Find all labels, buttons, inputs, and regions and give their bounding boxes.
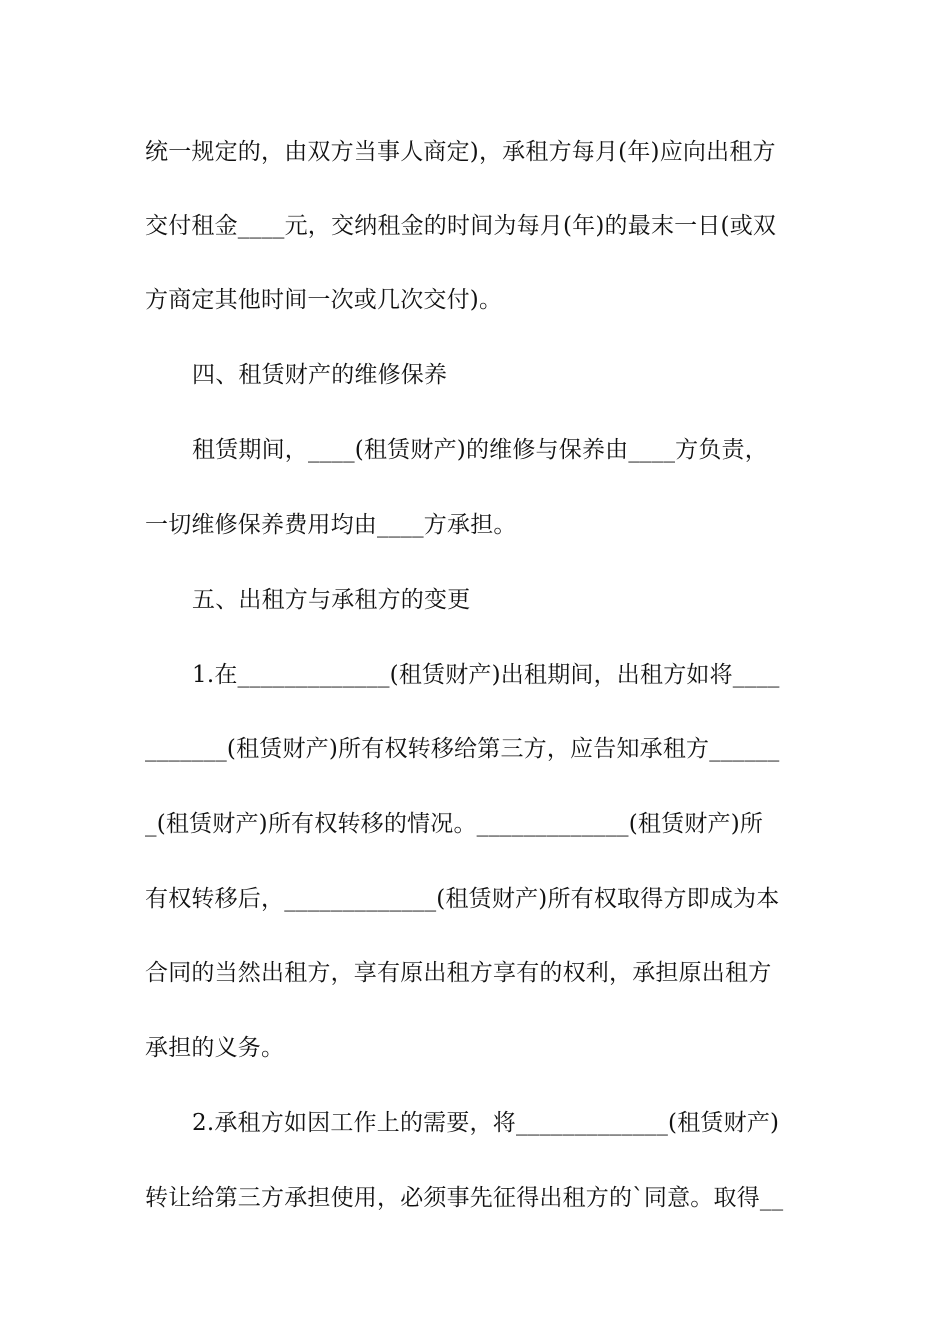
text-line: 承担的义务。 — [145, 1035, 285, 1061]
text-line: 合同的当然出租方，享有原出租方享有的权利，承担原出租方 — [145, 960, 772, 986]
text-line: 2.承租方如因工作上的需要，将_____________(租赁财产) — [192, 1110, 780, 1136]
text-line: 1.在_____________(租赁财产)出租期间，出租方如将____ — [192, 662, 780, 688]
section-heading: 四、租赁财产的维修保养 — [192, 362, 448, 388]
text-line: 租赁期间，____(租赁财产)的维修与保养由____方负责， — [192, 437, 768, 463]
text-line: 方商定其他时间一次或几次交付)。 — [145, 287, 503, 313]
text-line: 统一规定的，由双方当事人商定)，承租方每月(年)应向出租方 — [145, 139, 776, 165]
text-line: _(租赁财产)所有权转移的情况。_____________(租赁财产)所 — [145, 811, 764, 837]
section-heading: 五、出租方与承租方的变更 — [192, 587, 471, 613]
text-line: 转让给第三方承担使用，必须事先征得出租方的`同意。取得__ — [145, 1185, 784, 1211]
text-line: 有权转移后，_____________(租赁财产)所有权取得方即成为本 — [145, 886, 780, 912]
text-line: _______(租赁财产)所有权转移给第三方，应告知承租方______ — [145, 736, 780, 762]
text-line: 一切维修保养费用均由____方承担。 — [145, 512, 517, 538]
text-line: 交付租金____元，交纳租金的时间为每月(年)的最末一日(或双 — [145, 213, 777, 239]
